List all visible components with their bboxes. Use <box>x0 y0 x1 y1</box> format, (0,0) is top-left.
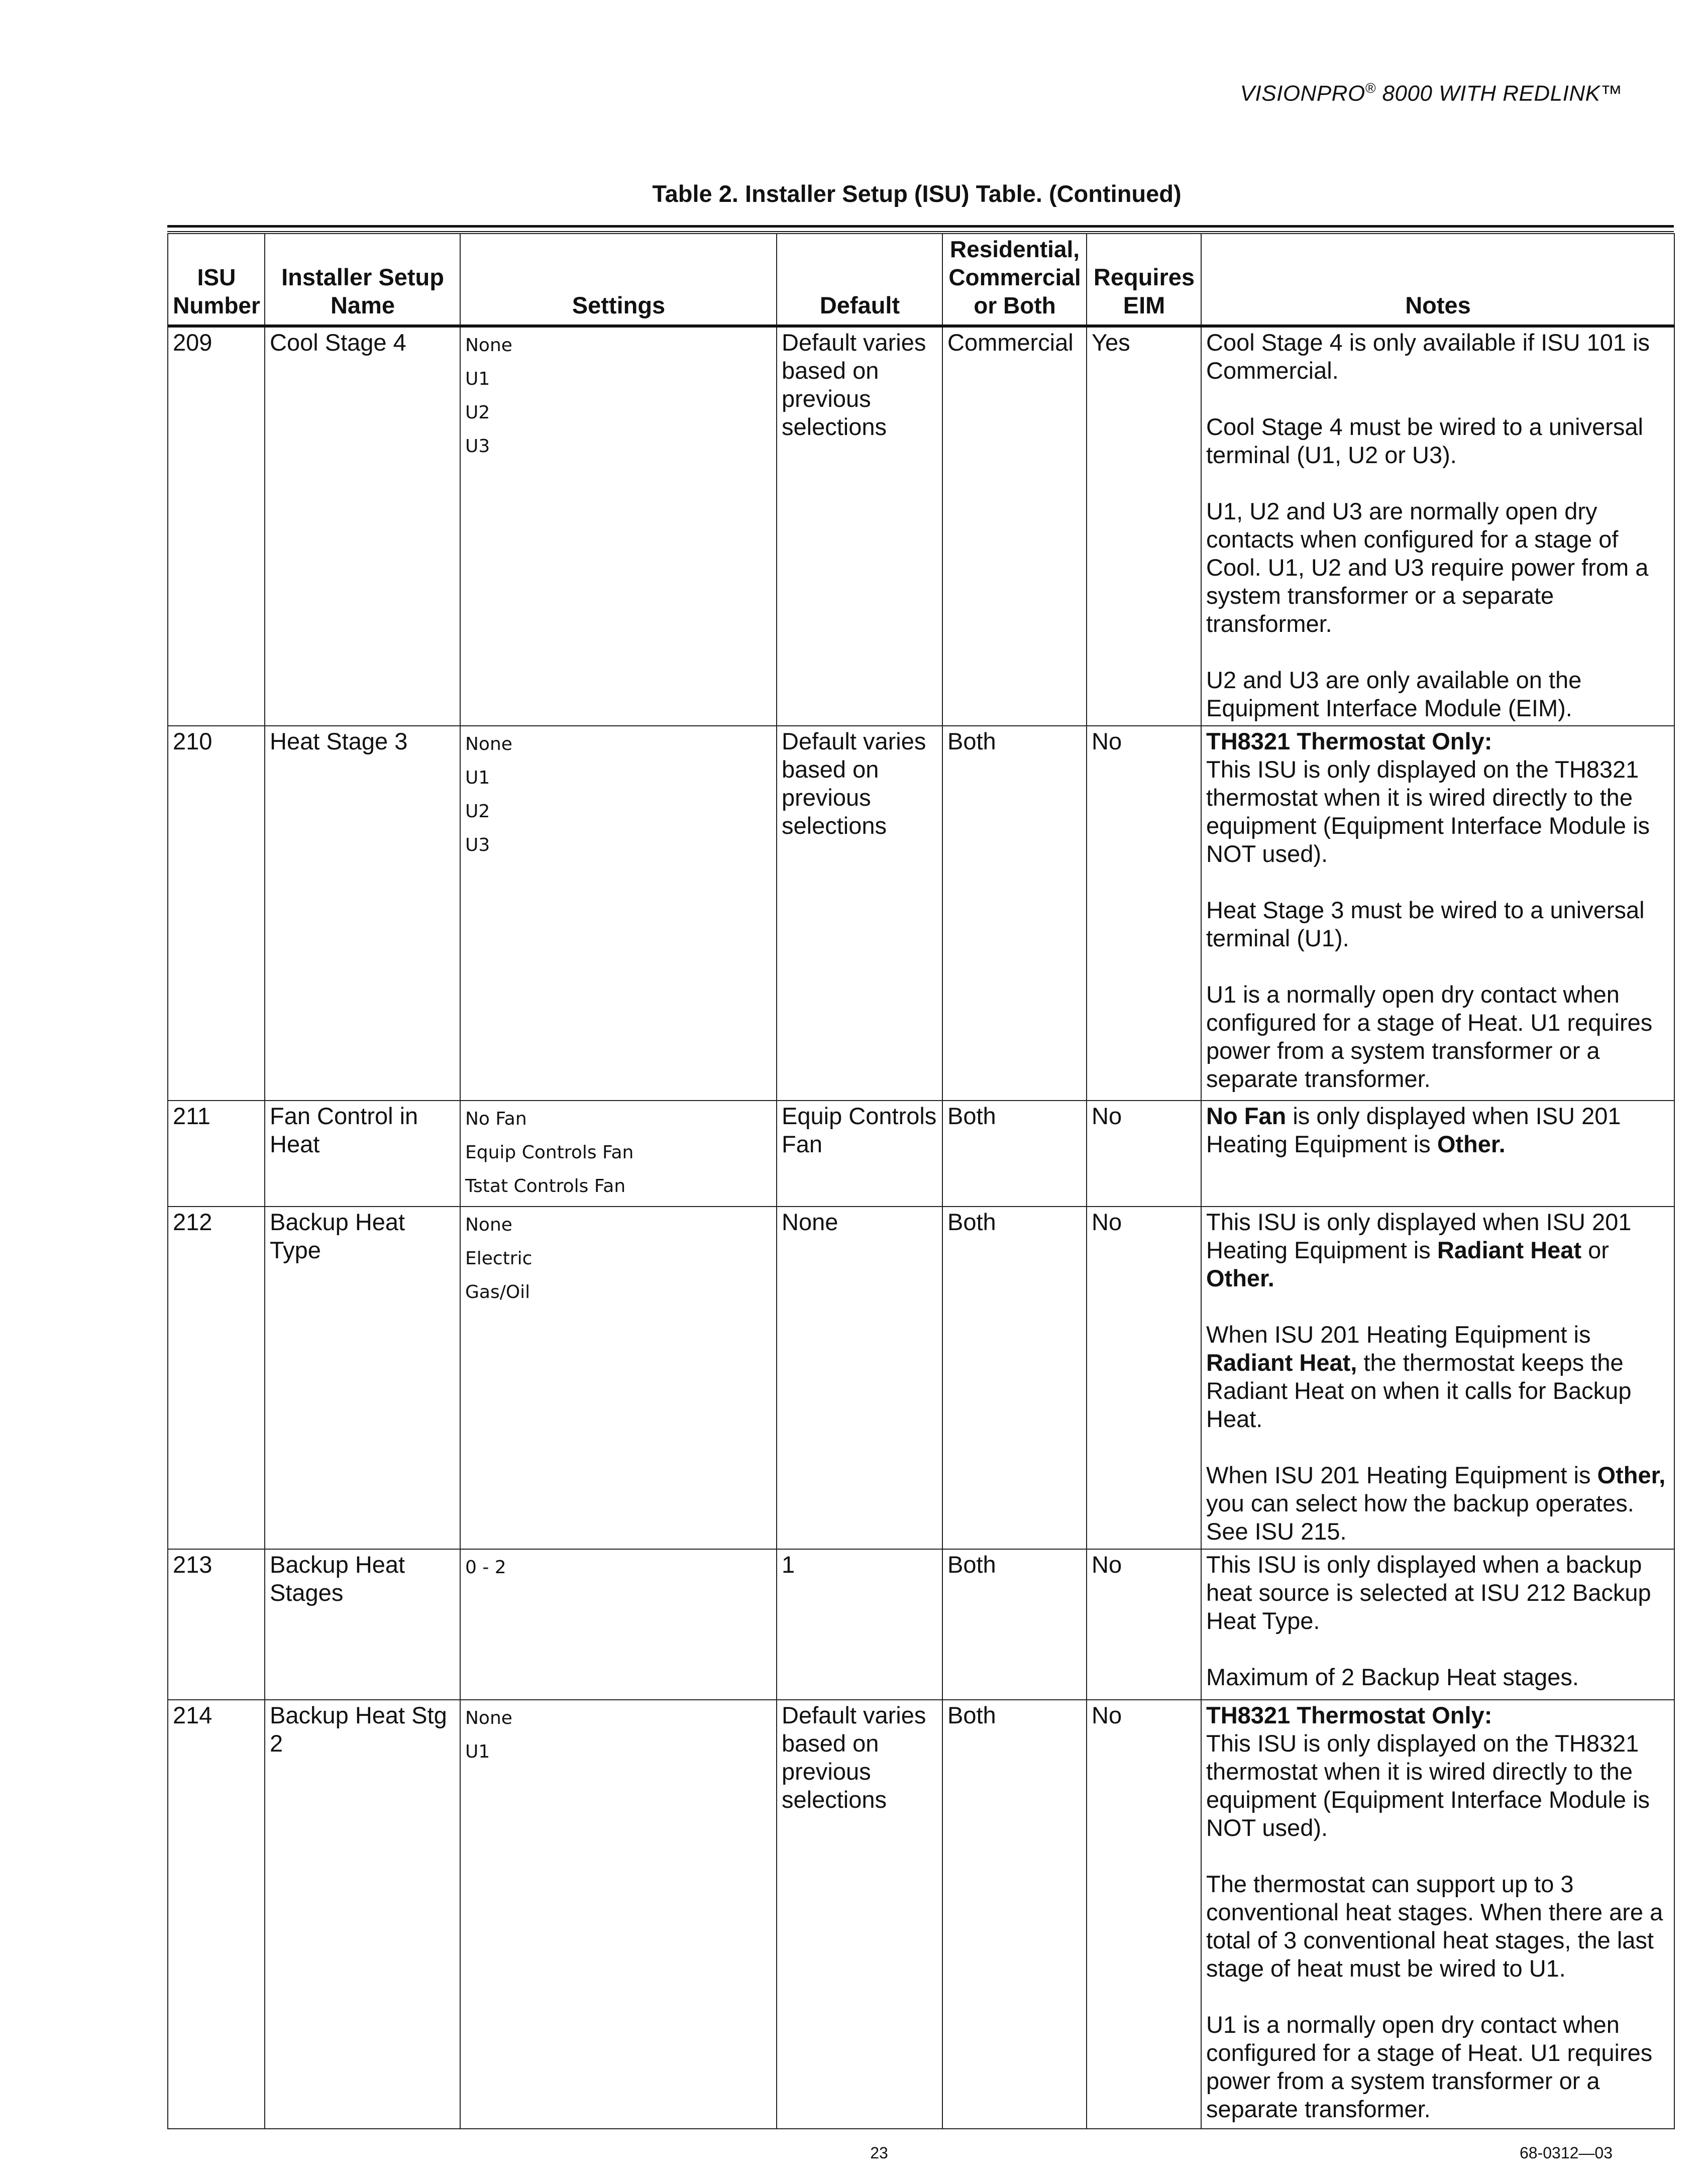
page-number: 23 <box>870 2144 888 2162</box>
note-heading: TH8321 Thermostat Only: <box>1206 728 1492 754</box>
setting-option: None <box>465 1708 512 1728</box>
setup-name-cell: Cool Stage 4 <box>265 326 460 726</box>
setting-option: Tstat Controls Fan <box>465 1176 626 1196</box>
table-row <box>168 1207 1674 1549</box>
model-name: 8000 WITH REDLINK™ <box>1375 81 1623 106</box>
column-header-notes: Notes <box>1201 234 1674 326</box>
eim-cell: Yes <box>1087 326 1201 726</box>
document-header <box>1240 80 1623 106</box>
setting-option: U2 <box>465 402 490 423</box>
notes-cell <box>1201 1207 1674 1549</box>
eim-cell: No <box>1087 1101 1201 1207</box>
setting-option: Electric <box>465 1248 532 1269</box>
table-row <box>168 726 1674 1101</box>
isu-table <box>167 233 1675 2129</box>
settings-cell <box>460 1700 777 2129</box>
rcb-cell: Both <box>942 1101 1087 1207</box>
column-header-residential-commercial: Residential, Commercial or Both <box>942 234 1087 326</box>
setting-option: U1 <box>465 369 490 389</box>
rcb-cell: Both <box>942 1549 1087 1700</box>
setting-option: 0 - 2 <box>465 1557 506 1578</box>
settings-cell <box>460 726 777 1101</box>
note-paragraph: Cool Stage 4 is only available if ISU 101 is Commercial. <box>1206 329 1650 384</box>
setting-option: None <box>465 734 512 754</box>
note-paragraph: This ISU is only displayed when a backup heat source is selected at ISU 212 Backup Heat Type. <box>1206 1551 1651 1634</box>
table-row <box>168 1700 1674 2129</box>
rcb-cell: Commercial <box>942 326 1087 726</box>
note-bold: Other. <box>1206 1265 1274 1291</box>
notes-cell <box>1201 326 1674 726</box>
rcb-cell: Both <box>942 1700 1087 2129</box>
rcb-cell: Both <box>942 1207 1087 1549</box>
table-row <box>168 1101 1674 1207</box>
notes-cell <box>1201 726 1674 1101</box>
note-paragraph <box>1206 1461 1670 1546</box>
setting-option: U3 <box>465 835 490 855</box>
notes-cell <box>1201 1700 1674 2129</box>
default-cell: None <box>777 1207 942 1549</box>
brand-name: VISIONPRO <box>1240 81 1365 106</box>
note-text: This ISU is only displayed on the TH8321 thermostat when it is wired directly to the equipment (Equipment Interface Module is NOT used). <box>1206 756 1650 867</box>
registered-mark: ® <box>1365 80 1376 96</box>
isu-number-cell: 209 <box>168 326 265 726</box>
note-text: When ISU 201 Heating Equipment is <box>1206 1462 1597 1488</box>
setup-name-cell: Heat Stage 3 <box>265 726 460 1101</box>
note-text: the thermostat keeps the Radiant Heat on when it calls for Backup Heat. <box>1206 1349 1632 1432</box>
setting-option: Gas/Oil <box>465 1282 530 1302</box>
note-bold: No Fan <box>1206 1103 1287 1129</box>
notes-cell <box>1201 1549 1674 1700</box>
setting-option: U2 <box>465 801 490 822</box>
document-number: 68-0312—03 <box>1519 2144 1613 2162</box>
setup-name-cell: Backup Heat Stg 2 <box>265 1700 460 2129</box>
note-paragraph <box>1206 1321 1670 1433</box>
settings-cell <box>460 326 777 726</box>
setting-option: No Fan <box>465 1109 527 1129</box>
note-text: you can select how the backup operates. See ISU 215. <box>1206 1490 1634 1545</box>
eim-cell: No <box>1087 726 1201 1101</box>
table-top-rule-thin <box>167 231 1674 232</box>
setting-option: Equip Controls Fan <box>465 1142 634 1163</box>
note-bold: Radiant Heat, <box>1206 1349 1357 1376</box>
default-cell: Default varies based on previous selections <box>777 1700 942 2129</box>
table-row <box>168 326 1674 726</box>
table-header-row <box>168 234 1674 326</box>
default-cell: Default varies based on previous selections <box>777 726 942 1101</box>
column-header-installer-setup-name: Installer Setup Name <box>265 234 460 326</box>
setup-name-cell: Backup Heat Stages <box>265 1549 460 1700</box>
setup-name-cell: Fan Control in Heat <box>265 1101 460 1207</box>
column-header-requires-eim: Requires EIM <box>1087 234 1201 326</box>
eim-cell: No <box>1087 1549 1201 1700</box>
settings-cell <box>460 1207 777 1549</box>
note-paragraph: U1 is a normally open dry contact when configured for a stage of Heat. U1 requires power from a system transformer or a separate transformer. <box>1206 981 1653 1092</box>
note-bold: Other, <box>1597 1462 1666 1488</box>
table-row <box>168 1549 1674 1700</box>
eim-cell: No <box>1087 1207 1201 1549</box>
isu-number-cell: 211 <box>168 1101 265 1207</box>
note-paragraph <box>1206 1208 1670 1292</box>
default-cell: Default varies based on previous selections <box>777 326 942 726</box>
eim-cell: No <box>1087 1700 1201 2129</box>
default-cell: Equip Controls Fan <box>777 1101 942 1207</box>
setting-option: U1 <box>465 1741 490 1762</box>
setting-option: None <box>465 1215 512 1235</box>
note-bold: Other. <box>1437 1131 1506 1157</box>
note-text: This ISU is only displayed on the TH8321 thermostat when it is wired directly to the equipment (Equipment Interface Module is NOT used). <box>1206 1730 1650 1841</box>
note-text: This ISU is only displayed when ISU 201 Heating Equipment is <box>1206 1209 1632 1263</box>
note-paragraph: U2 and U3 are only available on the Equipment Interface Module (EIM). <box>1206 667 1582 721</box>
notes-cell <box>1201 1101 1674 1207</box>
table-title: Table 2. Installer Setup (ISU) Table. (Continued) <box>652 180 1182 207</box>
note-paragraph <box>1206 727 1670 868</box>
rcb-cell: Both <box>942 726 1087 1101</box>
isu-number-cell: 213 <box>168 1549 265 1700</box>
settings-cell <box>460 1101 777 1207</box>
column-header-settings: Settings <box>460 234 777 326</box>
note-paragraph: Maximum of 2 Backup Heat stages. <box>1206 1664 1579 1690</box>
isu-number-cell: 214 <box>168 1700 265 2129</box>
setting-option: U1 <box>465 768 490 788</box>
setting-option: U3 <box>465 436 490 457</box>
note-paragraph: Heat Stage 3 must be wired to a universal terminal (U1). <box>1206 897 1645 951</box>
note-text: is only displayed when ISU 201 Heating Equipment is <box>1206 1103 1621 1157</box>
setup-name-cell: Backup Heat Type <box>265 1207 460 1549</box>
note-paragraph <box>1206 1701 1670 1842</box>
note-paragraph: U1, U2 and U3 are normally open dry contacts when configured for a stage of Cool. U1, U2 and U3 require power from a system transformer or a separate transformer. <box>1206 498 1649 637</box>
note-text: or <box>1581 1237 1609 1263</box>
table-top-rule <box>167 225 1674 228</box>
isu-number-cell: 212 <box>168 1207 265 1549</box>
isu-number-cell: 210 <box>168 726 265 1101</box>
default-cell: 1 <box>777 1549 942 1700</box>
settings-cell <box>460 1549 777 1700</box>
note-paragraph <box>1206 1102 1670 1158</box>
note-text: When ISU 201 Heating Equipment is <box>1206 1321 1591 1348</box>
note-paragraph: The thermostat can support up to 3 conventional heat stages. When there are a total of 3 conventional heat stages, the last stage of heat must be wired to U1. <box>1206 1871 1663 1982</box>
note-heading: TH8321 Thermostat Only: <box>1206 1702 1492 1728</box>
note-paragraph: U1 is a normally open dry contact when configured for a stage of Heat. U1 requires power from a system transformer or a separate transformer. <box>1206 2011 1653 2122</box>
column-header-isu-number: ISU Number <box>168 234 265 326</box>
setting-option: None <box>465 335 512 356</box>
column-header-default: Default <box>777 234 942 326</box>
note-paragraph: Cool Stage 4 must be wired to a universal terminal (U1, U2 or U3). <box>1206 413 1643 468</box>
note-bold: Radiant Heat <box>1437 1237 1582 1263</box>
